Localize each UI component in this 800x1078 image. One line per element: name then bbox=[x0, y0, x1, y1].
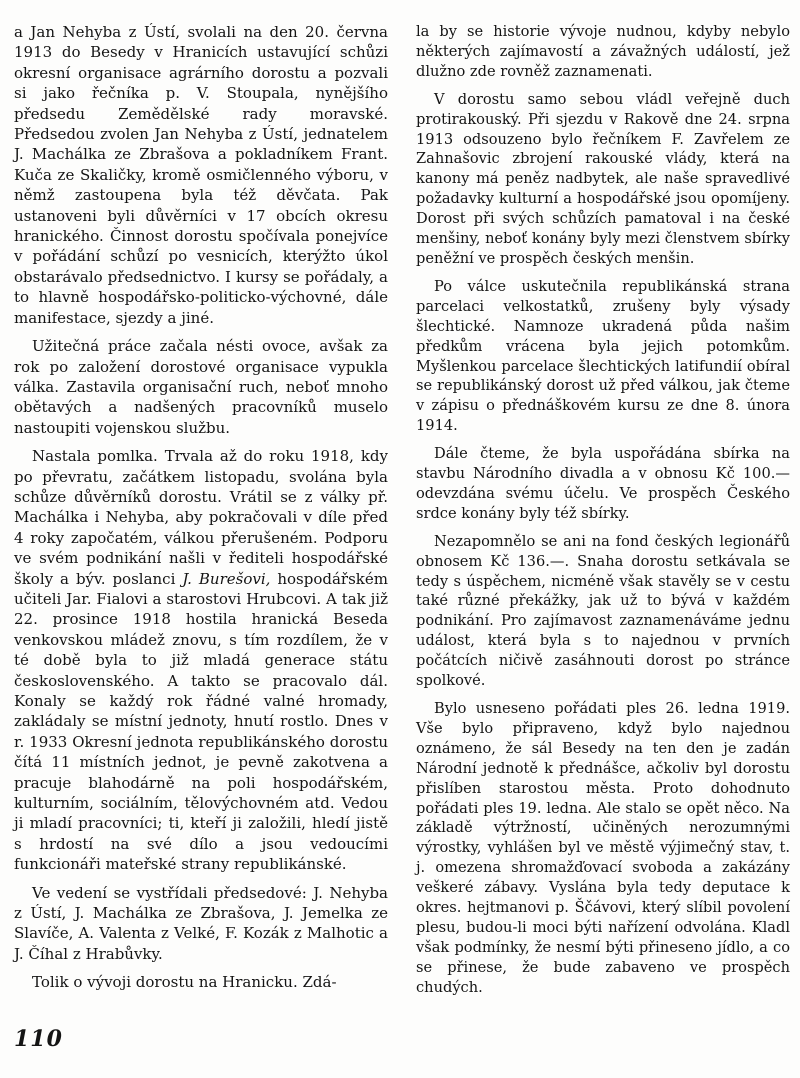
paragraph: Užitečná práce začala nésti ovoce, avšak za rok po založení dorostové organisace vypukla válka. Zastavila organisační ruch, neboť mnoho obětavých a nadšených pracovníků muselo nastoupiti vojenskou službu. bbox=[14, 337, 388, 437]
paragraph-text: hospodářském učiteli Jar. Fialovi a starostovi Hrubcovi. A tak již 22. prosince 1918 hostila hranická Beseda venkovskou mládež znovu, s tím rozdílem, že v té době byla to již mladá generace státu československého. A takto se pracovalo dál. Konaly se každý rok řádné valné hromady, zakládaly se místní jednoty, hnutí rostlo. Dnes v r. 1933 Okresní jednota republikánského dorostu čítá 11 místních jednot, je pevně zakotvena a pracuje blahodárně na poli hospodářském, kulturním, sociálním, tělovýchovném atd. Vedou ji mladí pracovníci; ti, kteří ji založili, hledí jistě s hrdostí na své dílo a jsou vedoucími funkcionáři mateřské strany republikánské. bbox=[14, 569, 388, 874]
paragraph: Po válce uskutečnila republikánská strana parcelaci velkostatků, zrušeny byly výsady šlechtické. Namnoze ukradená půda našim předkům vrácena byla jejich potomkům. Myšlenkou parcelace šlechtických latifundií obíral se republikánský dorost už před válkou, jak čteme v zápisu o přednáškovém kursu ze dne 8. února 1914. bbox=[416, 277, 790, 435]
paragraph: Bylo usneseno pořádati ples 26. ledna 1919. Vše bylo připraveno, když bylo najednou oznámeno, že sál Besedy na ten den je zadán Národní jednotě k přednášce, ačkoliv byl dorostu přislíben starostou města. Proto dohodnuto pořádati ples 19. ledna. Ale stalo se opět něco. Na základě výtržností, učiněných nerozumnými výrostky, vyhlášen byl ve městě výjimečný stav, t. j. omezena shromažďovací svoboda a zakázány veškeré zábavy. Vyslána byla tedy deputace k okres. hejtmanovi p. Ščávovi, který slíbil povolení plesu, budou-li moci býti nařízení odvolána. Kladl však podmínky, že nesmí býti přineseno jídlo, a co se přinese, že bude zabaveno ve prospěch chudých. bbox=[416, 700, 790, 996]
paragraph: a Jan Nehyba z Ústí, svolali na den 20. června 1913 do Besedy v Hranicích ustavující schůzi okresní organisace agrárního dorostu a pozvali si jako řečníka p. V. Stoupala, nynějšího předsedu Zemědělské rady moravské. Předsedou zvolen Jan Nehyba z Ústí, jednatelem J. Machálka ze Zbrašova a pokladníkem Frant. Kuča ze Skaličky, kromě osmičlenného výboru, v němž zastoupena byla též děvčata. Pak ustanoveni byli důvěrníci v 17 obcích okresu hranického. Činnost dorostu spočívala ponejvíce v pořádání schůzí po vesnicích, kterýžto úkol obstarávalo předsednictvo. I kursy se pořádaly, a to hlavně hospodářsko-politicko-výchovné, dále manifestace, sjezdy a jiné. bbox=[14, 23, 388, 327]
right-text-column bbox=[416, 22, 790, 1006]
paragraph bbox=[14, 446, 388, 875]
italic-name: J. Burešovi, bbox=[182, 569, 271, 588]
left-text-column bbox=[14, 22, 388, 1001]
paragraph: Nezapomnělo se ani na fond českých legionářů obnosem Kč 136.—. Snaha dorostu setkávala se tedy s úspěchem, nicméně však stavěly se v cestu také různé překážky, jak už to bývá v každém podnikání. Pro zajímavost zaznamenáváme jednu událost, která byla s to najednou v prvních počátcích ničivě zasáhnouti dorost po stránce spolkové. bbox=[416, 532, 790, 690]
paragraph: la by se historie vývoje nudnou, kdyby nebylo některých zajímavostí a závažných událostí, jež dlužno zde rovněž zaznamenati. bbox=[416, 23, 790, 80]
paragraph: V dorostu samo sebou vládl veřejně duch protirakouský. Při sjezdu v Rakově dne 24. srpna 1913 odsouzeno bylo řečníkem F. Zavřelem ze Zahnašovic zbrojení rakouské vlády, která na kanony má peněz nadbytek, ale naše spravedlivé požadavky kulturní a hospodářské jsou opomíjeny. Dorost při svých schůzích pamatoval i na české menšiny, neboť konány byly mezi členstvem sbírky peněžní ve prospěch českých menšin. bbox=[416, 90, 790, 267]
paragraph: Tolik o vývoji dorostu na Hranicku. Zdá- bbox=[32, 973, 337, 992]
paragraph: Ve vedení se vystřídali předsedové: J. Nehyba z Ústí, J. Machálka ze Zbrašova, J. Jemelka ze Slavíče, A. Valenta z Velké, F. Kozák z Malhotic a J. Číhal z Hrabůvky. bbox=[14, 883, 388, 963]
paragraph-text: Nastala pomlka. Trvala až do roku 1918, kdy po převratu, začátkem listopadu, svolána byla schůze důvěrníků dorostu. Vrátil se z války př. Machálka i Nehyba, aby pokračovali v díle před 4 roky započatém, válkou přerušeném. Podporu ve svém podnikání našli v řediteli hospodářské školy a býv. poslanci bbox=[14, 447, 388, 588]
page-number: 110 bbox=[14, 1026, 63, 1052]
paragraph: Dále čteme, že byla uspořádána sbírka na stavbu Národního divadla a v obnosu Kč 100.— odevzdána svému účelu. Ve prospěch Českého srdce konány byly též sbírky. bbox=[416, 445, 790, 522]
